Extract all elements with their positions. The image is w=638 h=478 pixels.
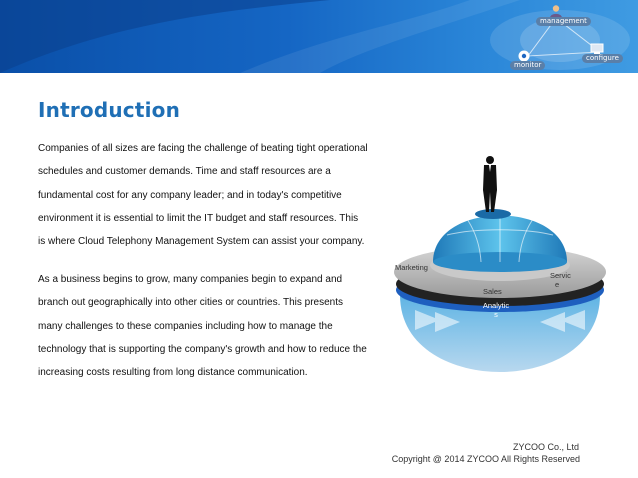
segment-analytics-label-1: Analytic: [482, 301, 510, 310]
segment-service-label-2: e: [555, 280, 560, 289]
business-dome-graphic: [385, 150, 615, 385]
intro-paragraph-2: As a business begins to grow, many companies begin to expand and branch out geographically into other cities or countries. This presents many challenges to these companies including how to manage the technology that is supporting the company's growth and how to reduce the increasing costs resulting from long distance communication.: [38, 274, 367, 379]
page-title: Introduction: [38, 98, 181, 122]
footer-company: ZYCOO Co., Ltd: [512, 442, 579, 452]
header-banner: [0, 0, 638, 73]
node-configure-label: configure: [582, 54, 623, 63]
businessman-figure: [483, 156, 497, 212]
segment-service-label-1: Servic: [550, 271, 571, 280]
node-management-label: management: [536, 17, 591, 26]
person-icon: [549, 4, 563, 18]
intro-paragraph-1: Companies of all sizes are facing the challenge of beating tight operational schedules and customer demands. Time and staff resources are a fundamental cost for any company leader; and in today's competitive environment it is essential to limit the IT budget and staff resources. This is where Cloud Telephony Management System can assist your company.: [38, 143, 368, 248]
node-monitor-label: monitor: [510, 61, 545, 70]
segment-analytics-label-2: s: [494, 310, 498, 319]
segment-marketing-label: Marketing: [395, 263, 428, 272]
segment-sales-label: Sales: [483, 287, 502, 296]
footer-copyright: Copyright @ 2014 ZYCOO All Rights Reserved: [391, 454, 580, 464]
